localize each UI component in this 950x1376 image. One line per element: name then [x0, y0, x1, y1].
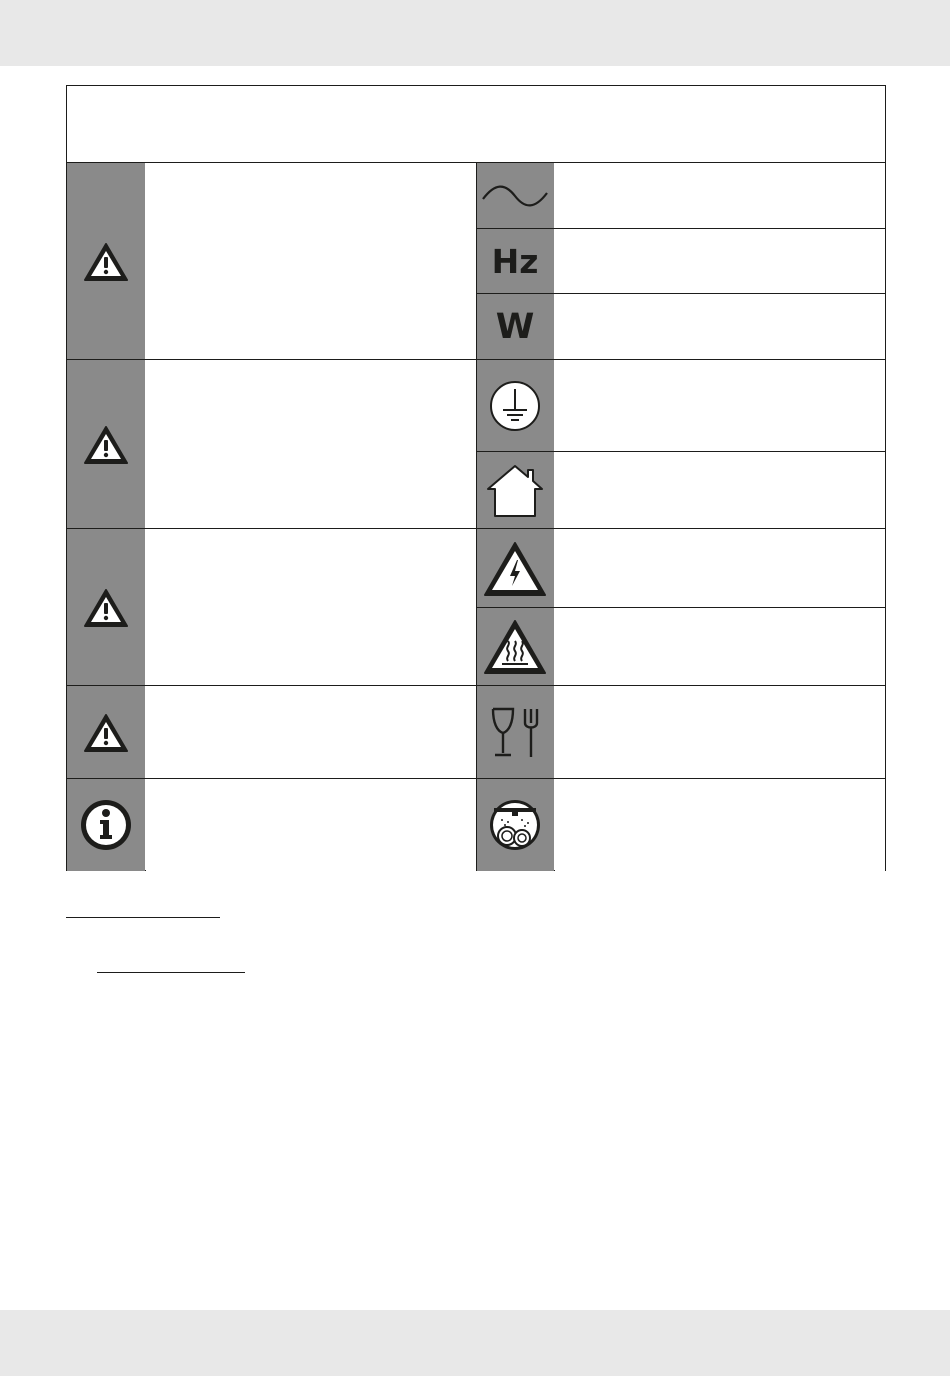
row-divider — [476, 685, 885, 686]
row-divider — [476, 451, 885, 452]
page-footer-band — [0, 1310, 950, 1376]
ac-cell — [476, 163, 554, 229]
indoor-text-cell — [555, 452, 885, 529]
row-divider — [476, 228, 885, 229]
warning-cell-3 — [67, 529, 145, 686]
hz-text-cell — [555, 229, 885, 294]
warning-cell-4 — [67, 686, 145, 779]
hertz-icon: Hz — [491, 242, 539, 281]
dishwasher-safe-icon — [488, 798, 542, 852]
section-heading-underline — [66, 917, 220, 918]
symbols-table — [66, 85, 886, 871]
earth-text-cell — [555, 360, 885, 452]
info-cell — [67, 779, 145, 871]
watt-text-cell — [555, 294, 885, 360]
alternating-current-icon — [480, 181, 550, 211]
shock-cell — [476, 529, 554, 608]
column-divider — [476, 163, 477, 871]
row-divider — [476, 293, 885, 294]
warning-cell-1 — [67, 163, 145, 360]
row-divider — [67, 528, 476, 529]
warning-text-cell-3 — [146, 529, 476, 686]
row-divider — [476, 528, 885, 529]
hot-surface-text-cell — [555, 608, 885, 686]
warning-icon — [82, 424, 130, 466]
hz-cell — [476, 229, 554, 294]
row-divider — [476, 607, 885, 608]
warning-cell-2 — [67, 360, 145, 529]
dishwasher-cell — [476, 779, 554, 871]
protective-earth-icon — [488, 379, 542, 433]
indoor-use-house-icon — [484, 463, 546, 519]
watt-icon: W — [495, 307, 535, 347]
warning-icon — [82, 241, 130, 283]
page-header-band — [0, 0, 950, 66]
hot-surface-warning-icon — [482, 618, 548, 676]
dishwasher-text-cell — [555, 779, 885, 871]
warning-text-cell-4 — [146, 686, 476, 779]
subsection-heading-underline — [97, 972, 245, 973]
food-safe-text-cell — [555, 686, 885, 779]
ac-text-cell — [555, 163, 885, 229]
shock-text-cell — [555, 529, 885, 608]
earth-cell — [476, 360, 554, 452]
indoor-cell — [476, 452, 554, 529]
warning-text-cell-1 — [146, 163, 476, 360]
row-divider — [476, 359, 885, 360]
info-text-cell — [146, 779, 476, 871]
row-divider — [67, 778, 476, 779]
food-safe-glass-fork-icon — [485, 703, 545, 763]
row-divider — [67, 685, 476, 686]
warning-icon — [82, 712, 130, 754]
warning-text-cell-2 — [146, 360, 476, 529]
table-header-cell — [67, 86, 885, 163]
row-divider — [67, 359, 476, 360]
warning-icon — [82, 587, 130, 629]
watt-cell — [476, 294, 554, 360]
food-safe-cell — [476, 686, 554, 779]
hot-surface-cell — [476, 608, 554, 686]
info-icon — [79, 798, 133, 852]
row-divider — [476, 778, 885, 779]
electric-shock-warning-icon — [482, 540, 548, 598]
